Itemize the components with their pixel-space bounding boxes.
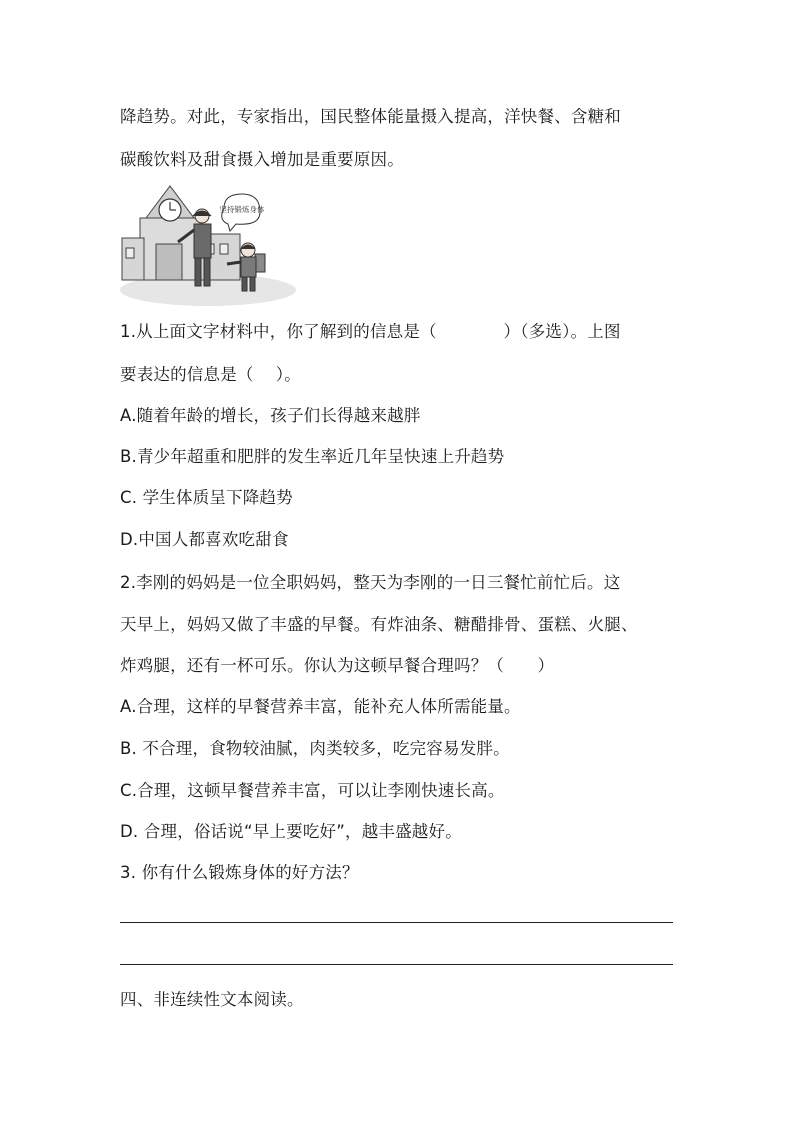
q1-option-a: A.随着年龄的增长，孩子们长得越来越胖: [120, 406, 421, 425]
section-4-heading: 四、非连续性文本阅读。: [120, 990, 304, 1009]
speech-bubble-text: 坚持锻炼身体: [219, 205, 265, 214]
speech-bubble: [220, 194, 265, 231]
q2-option-b: B. 不合理，食物较油腻，肉类较多，吃完容易发胖。: [120, 739, 510, 758]
q1-line-1: 1.从上面文字材料中，你了解到的信息是（ ）（多选）。上图: [120, 322, 621, 341]
school-building-icon: [122, 186, 240, 280]
q1-line-2: 要表达的信息是（ ）。: [120, 365, 301, 384]
answer-line-1[interactable]: [120, 922, 673, 923]
q1-option-d: D.中国人都喜欢吃甜食: [120, 530, 289, 549]
q1-option-c: C. 学生体质呈下降趋势: [120, 488, 293, 507]
q1-option-b: B.青少年超重和肥胖的发生率近几年呈快速上升趋势: [120, 447, 505, 466]
q2-option-d: D. 合理，俗话说“早上要吃好”，越丰盛越好。: [120, 822, 462, 841]
q2-option-c: C.合理，这顿早餐营养丰富，可以让李刚快速长高。: [120, 781, 505, 800]
passage-line-1: 降趋势。对此，专家指出，国民整体能量摄入提高，洋快餐、含糖和: [120, 107, 621, 126]
q2-line-2: 天早上，妈妈又做了丰盛的早餐。有炸油条、糖醋排骨、蛋糕、火腿、: [120, 615, 638, 634]
illustration-teacher-student: [120, 178, 302, 308]
answer-line-2[interactable]: [120, 964, 673, 965]
q2-line-1: 2.李刚的妈妈是一位全职妈妈，整天为李刚的一日三餐忙前忙后。这: [120, 573, 621, 592]
q3-text: 3. 你有什么锻炼身体的好方法？: [120, 863, 359, 882]
q2-line-3: 炸鸡腿，还有一杯可乐。你认为这顿早餐合理吗？（ ）: [120, 656, 555, 675]
q2-option-a: A.合理，这样的早餐营养丰富，能补充人体所需能量。: [120, 697, 521, 716]
passage-line-2: 碳酸饮料及甜食摄入增加是重要原因。: [120, 150, 404, 169]
